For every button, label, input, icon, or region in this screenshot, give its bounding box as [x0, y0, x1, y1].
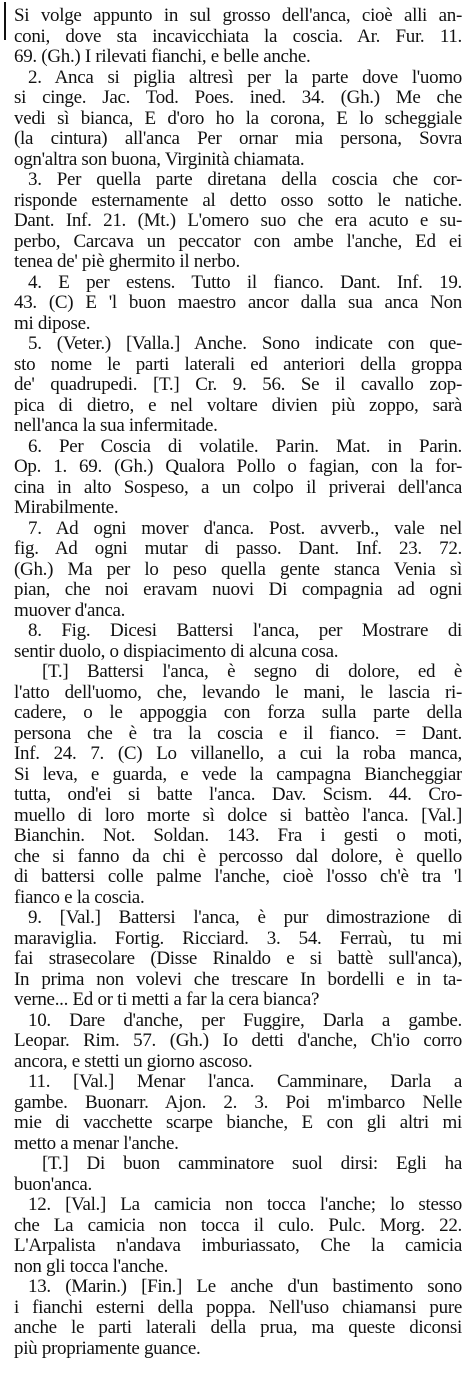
- text-line: 3. Per quella parte diretana della coscia che cor-: [28, 169, 462, 190]
- text-line: più propriamente guance.: [14, 1337, 201, 1359]
- text-line: mi dipose.: [14, 312, 91, 334]
- text-line: anche le parti laterali della prua, ma queste diconsi: [14, 1317, 462, 1338]
- text-line: [T.] Battersi l'anca, è segno di dolore, ed è: [42, 661, 462, 682]
- text-line: sentir duolo, o dispiacimento di alcuna cosa.: [14, 640, 339, 662]
- text-line: fianco e la coscia.: [14, 886, 145, 908]
- text-line: Inf. 24. 7. (C) Lo villanello, a cui la roba manca,: [14, 743, 462, 764]
- text-line: si cinge. Jac. Tod. Poes. ined. 34. (Gh.) Me che: [14, 87, 462, 108]
- text-line: 13. (Marin.) [Fin.] Le anche d'un bastimento sono: [28, 1276, 462, 1297]
- text-line: non gli tocca l'anche.: [14, 1255, 169, 1277]
- text-line: muover d'anca.: [14, 599, 126, 621]
- text-line: Bianchin. Not. Soldan. 143. Fra i gesti o moti,: [14, 825, 462, 846]
- text-line: persona che è tra la coscia e il fianco. = Dant.: [14, 722, 462, 744]
- text-line: L'Arpalista n'andava imburiassato, Che la camicia: [14, 1235, 462, 1256]
- text-line: coni, dove sta incavicchiata la coscia. Ar. Fur. 11.: [14, 25, 462, 47]
- text-line: cadere, o le appoggia con forza sulla parte della: [14, 702, 462, 723]
- text-line: ancora, e stetti un giorno ascoso.: [14, 1050, 253, 1072]
- text-line: buon'anca.: [14, 1173, 92, 1195]
- text-line: [T.] Di buon camminatore suol dirsi: Egli ha: [42, 1153, 462, 1174]
- text-line: 69. (Gh.) I rilevati fianchi, e belle anche.: [14, 46, 311, 67]
- text-line: 5. (Veter.) [Valla.] Anche. Sono indicate con que-: [28, 333, 462, 354]
- text-line: Dant. Inf. 21. (Mt.) L'omero suo che era acuto e su-: [14, 210, 462, 231]
- text-line: nell'anca la sua infermitade.: [14, 415, 218, 436]
- text-line: In prima non volevi che trescare In bordelli e in ta-: [14, 968, 462, 990]
- text-line: risponde esternamente al detto osso sotto le natiche.: [14, 189, 462, 211]
- text-line: 8. Fig. Dicesi Battersi l'anca, per Mostrare di: [28, 620, 462, 641]
- text-line: fai strasecolare (Disse Rinaldo e si battè sull'anca),: [14, 948, 462, 969]
- text-line: Si volge appunto in sul grosso dell'anca, cioè alli an-: [14, 5, 462, 26]
- text-line: fig. Ad ogni mutar di passo. Dant. Inf. 23. 72.: [14, 538, 462, 559]
- text-line: tutta, ond'ei si batte l'anca. Dav. Scism. 44. Cro-: [14, 784, 462, 805]
- text-line: 4. E per estens. Tutto il fianco. Dant. Inf. 19.: [28, 271, 462, 293]
- text-line: 7. Ad ogni mover d'anca. Post. avverb., vale nel: [28, 517, 462, 539]
- text-line: maraviglia. Fortig. Ricciard. 3. 54. Ferraù, tu mi: [14, 927, 462, 949]
- text-line: pica di dietro, e nel voltare divien più zoppo, sarà: [14, 394, 462, 416]
- margin-rule: [4, 2, 6, 40]
- text-line: 43. (C) E 'l buon maestro ancor dalla sua anca Non: [14, 292, 462, 313]
- text-line: de' quadrupedi. [T.] Cr. 9. 56. Se il cavallo zop-: [14, 374, 462, 395]
- text-line: mie di vacchette scarpe bianche, E con gli altri mi: [14, 1112, 462, 1133]
- text-line: ogn'altra son buona, Virginità chiamata.: [14, 148, 305, 170]
- text-line: cina in alto Sospeso, a un colpo il priverai dell'anca: [14, 476, 462, 498]
- text-line: verne... Ed or ti metti a far la cera bianca?: [14, 989, 320, 1010]
- text-line: di battersi colle palme l'anche, cioè l'osso ch'è tra 'l: [14, 866, 462, 887]
- text-line: vedi sì bianca, E d'oro ho la corona, E lo scheggiale: [14, 107, 462, 129]
- text-line: gambe. Buonarr. Ajon. 2. 3. Poi m'imbarco Nelle: [14, 1091, 462, 1113]
- text-line: 10. Dare d'anche, per Fuggire, Darla a gambe.: [28, 1009, 462, 1031]
- text-line: (Gh.) Ma per lo peso quella gente stanca Venia sì: [14, 558, 462, 580]
- text-line: tenea de' piè ghermito il nerbo.: [14, 251, 240, 272]
- text-line: Mirabilmente.: [14, 497, 119, 518]
- text-line: l'atto dell'uomo, che, levando le mani, le lascia ri-: [14, 681, 462, 703]
- text-line: che si fanno da chi è percosso dal dolore, è quello: [14, 845, 462, 867]
- text-line: 9. [Val.] Battersi l'anca, è pur dimostrazione di: [28, 907, 462, 928]
- text-line: 12. [Val.] La camicia non tocca l'anche; lo stesso: [28, 1194, 462, 1215]
- text-line: i fianchi esterni della poppa. Nell'uso chiamansi pure: [14, 1296, 462, 1318]
- text-line: Si leva, e guarda, e vede la campagna Biancheggiar: [14, 763, 462, 785]
- text-line: che La camicia non tocca il culo. Pulc. Morg. 22.: [14, 1214, 462, 1236]
- text-line: pian, che noi eravam nuovi Di compagnia ad ogni: [14, 579, 462, 600]
- text-line: (la cintura) all'anca Per ornar mia persona, Sovra: [14, 128, 462, 149]
- text-line: metto a menar l'anche.: [14, 1132, 179, 1154]
- text-line: Leopar. Rim. 57. (Gh.) Io detti d'anche, Ch'io corro: [14, 1030, 462, 1051]
- text-line: sto nome le parti laterali ed anteriori della groppa: [14, 353, 462, 375]
- text-line: 11. [Val.] Menar l'anca. Camminare, Darla a: [28, 1071, 462, 1092]
- text-line: muello di loro morte sì dolce si battèo l'anca. [Val.]: [14, 804, 462, 826]
- text-line: perbo, Carcava un peccator con ambe l'anche, Ed ei: [14, 230, 462, 252]
- text-line: 2. Anca si piglia altresì per la parte dove l'uomo: [28, 66, 462, 88]
- text-line: Op. 1. 69. (Gh.) Qualora Pollo o fagian, con la for-: [14, 456, 462, 477]
- text-line: 6. Per Coscia di volatile. Parin. Mat. in Parin.: [28, 435, 462, 457]
